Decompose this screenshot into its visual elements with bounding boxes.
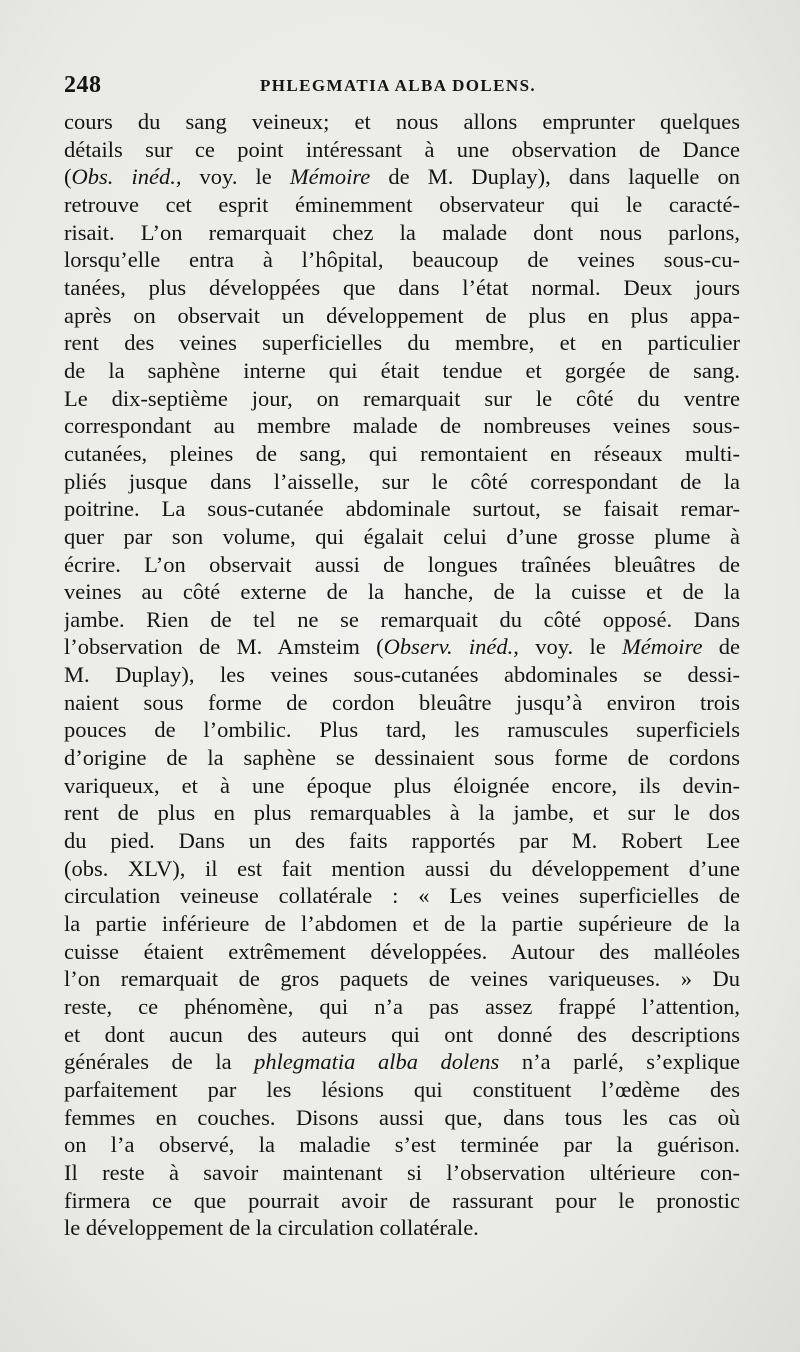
page-number: 248	[64, 72, 102, 98]
text-line: après on observait un développement de plus en plus appa-	[64, 302, 740, 328]
text-line: parfaitement par les lésions qui constituent l’œdème des	[64, 1076, 740, 1102]
text-line: détails sur ce point intéressant à une observation de Dance	[64, 136, 740, 162]
text-line: quer par son volume, qui égalait celui d’une grosse plume à	[64, 523, 740, 549]
text-line: circulation veineuse collatérale : « Les veines superficielles de	[64, 883, 740, 909]
text-line: tanées, plus développées que dans l’état normal. Deux jours	[64, 274, 740, 300]
body-text	[64, 108, 740, 1242]
text-line: jambe. Rien de tel ne se remarquait du côté opposé. Dans	[64, 606, 740, 632]
text-line: lorsqu’elle entra à l’hôpital, beaucoup de veines sous-cu-	[64, 247, 740, 273]
text-line: risait. L’on remarquait chez la malade dont nous parlons,	[64, 219, 740, 245]
text-line: retrouve cet esprit éminemment observateur qui le caracté-	[64, 191, 740, 217]
text-line: poitrine. La sous-cutanée abdominale surtout, se faisait remar-	[64, 496, 740, 522]
text-line: d’origine de la saphène se dessinaient sous forme de cordons	[64, 745, 740, 771]
text-line: l’observation de M. Amsteim (Observ. inéd., voy. le Mémoire de	[64, 634, 740, 660]
page-header	[64, 72, 740, 104]
running-title: PHLEGMATIA ALBA DOLENS.	[260, 76, 537, 95]
text-line: l’on remarquait de gros paquets de veines variqueuses. » Du	[64, 966, 740, 992]
text-line: écrire. L’on observait aussi de longues traînées bleuâtres de	[64, 551, 740, 577]
text-line: Le dix-septième jour, on remarquait sur le côté du ventre	[64, 385, 740, 411]
text-line: de la saphène interne qui était tendue et gorgée de sang.	[64, 357, 740, 383]
text-line: firmera ce que pourrait avoir de rassurant pour le pronostic	[64, 1187, 740, 1213]
text-line: le développement de la circulation collatérale.	[64, 1215, 479, 1241]
text-line: on l’a observé, la maladie s’est terminée par la guérison.	[64, 1132, 740, 1158]
text-line: et dont aucun des auteurs qui ont donné des descriptions	[64, 1021, 740, 1047]
text-line: (obs. XLV), il est fait mention aussi du développement d’une	[64, 855, 740, 881]
text-line: rent de plus en plus remarquables à la jambe, et sur le dos	[64, 800, 740, 826]
text-line: rent des veines superficielles du membre, et en particulier	[64, 330, 740, 356]
text-line: générales de la phlegmatia alba dolens n’a parlé, s’explique	[64, 1049, 740, 1075]
text-line: veines au côté externe de la hanche, de la cuisse et de la	[64, 579, 740, 605]
text-line: correspondant au membre malade de nombreuses veines sous-	[64, 413, 740, 439]
text-line: cuisse étaient extrêmement développées. Autour des malléoles	[64, 938, 740, 964]
text-line: M. Duplay), les veines sous-cutanées abdominales se dessi-	[64, 662, 740, 688]
text-line: femmes en couches. Disons aussi que, dans tous les cas où	[64, 1104, 740, 1130]
text-line: reste, ce phénomène, qui n’a pas assez frappé l’attention,	[64, 994, 740, 1019]
text-line: du pied. Dans un des faits rapportés par M. Robert Lee	[64, 828, 740, 854]
text-line: pouces de l’ombilic. Plus tard, les ramuscules superficiels	[64, 717, 740, 743]
text-line: la partie inférieure de l’abdomen et de la partie supérieure de la	[64, 911, 740, 937]
text-line: variqueux, et à une époque plus éloignée encore, ils devin-	[64, 772, 740, 798]
text-line: (Obs. inéd., voy. le Mémoire de M. Duplay), dans laquelle on	[64, 164, 740, 190]
text-line: cours du sang veineux; et nous allons emprunter quelques	[64, 109, 740, 134]
text-line: cutanées, pleines de sang, qui remontaient en réseaux multi-	[64, 440, 740, 466]
text-line: Il reste à savoir maintenant si l’observation ultérieure con-	[64, 1159, 740, 1185]
text-line: naient sous forme de cordon bleuâtre jusqu’à environ trois	[64, 689, 740, 715]
text-line: pliés jusque dans l’aisselle, sur le côté correspondant de la	[64, 468, 740, 494]
